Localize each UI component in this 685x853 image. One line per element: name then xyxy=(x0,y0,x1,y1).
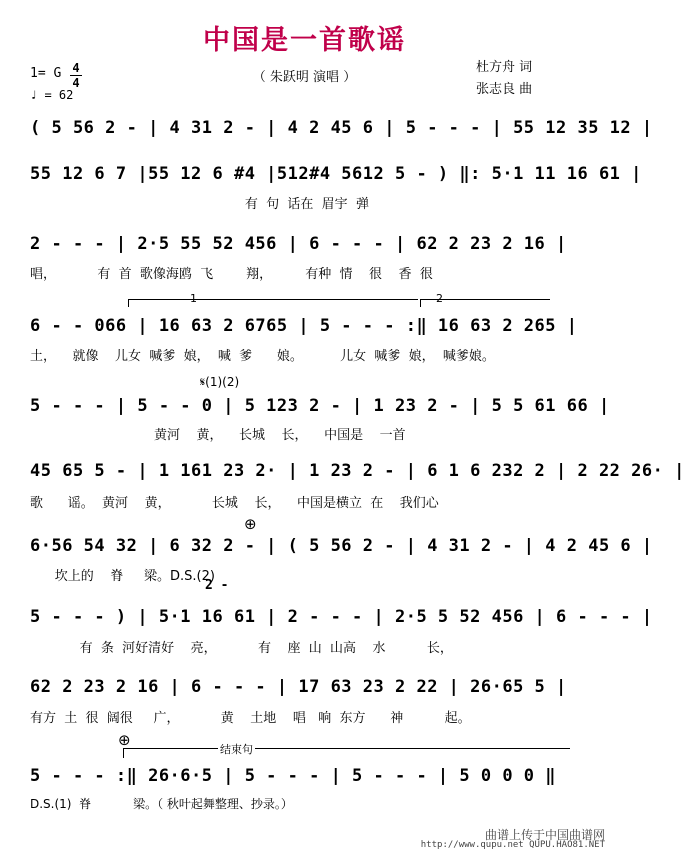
lyrics-row-6: 歌 谣。 黄河 黄， 长城 长， 中国是横立 在 我们心 xyxy=(30,496,439,511)
score-row-5: 5 - - - | 5 - - 0 | 5 123 2 - | 1 23 2 - | 5 5 61 66 | xyxy=(30,396,610,416)
lyrics-row-5: 黄河 黄， 长城 长， 中国是 一首 xyxy=(30,428,406,443)
volta-bracket-1-start xyxy=(128,299,129,307)
lyrics-row-2: 有 句 话在 眉宇 弹 xyxy=(30,197,369,212)
lyrics-row-10: D.S.(1) 脊 梁。（ 秋叶起舞整理、抄录。） xyxy=(30,797,293,811)
score-row-6: 45 65 5 - | 1 161 23 2· | 1 23 2 - | 6 1 6 232 2 | 2 22 26· | xyxy=(30,461,685,481)
volta-2-number: 2 xyxy=(436,292,443,305)
coda-icon-2: ⊕ xyxy=(118,731,131,749)
tempo-marking: ♩ = 62 xyxy=(30,88,74,102)
time-signature-top: 4 xyxy=(72,61,80,75)
second-ending-notes: 2 - xyxy=(205,578,229,593)
lyricist-credit: 杜方舟 词 xyxy=(476,60,533,75)
ending-bracket-start xyxy=(123,748,124,758)
coda-icon: ⊕ xyxy=(244,515,257,533)
time-signature-bottom: 4 xyxy=(72,76,80,90)
performer-credit: （ 朱跃明 演唱 ） xyxy=(252,70,357,85)
score-row-2: 55 12 6 7 |55 12 6 #4 |512#4 5612 5 - ) ‖: 5·1 11 16 61 | xyxy=(30,164,642,184)
song-title: 中国是一首歌谣 xyxy=(203,25,406,56)
lyrics-row-3: 唱， 有 首 歌像海鸥 飞 翔， 有种 情 很 香 很 xyxy=(30,267,433,282)
lyrics-row-4: 土， 就像 儿女 喊爹 娘， 喊 爹 娘。 儿女 喊爹 娘， 喊爹娘。 xyxy=(30,349,495,364)
lyrics-row-8: 有 条 河好清好 亮， 有 座 山 山高 水 长， xyxy=(30,641,453,656)
site-watermark: 曲谱上传于中国曲谱网 xyxy=(484,828,605,842)
volta-1-number: 1 xyxy=(190,292,197,305)
ending-label: 结束句 xyxy=(220,743,253,756)
score-row-10: 5 - - - :‖ 26·6·5 | 5 - - - | 5 - - - | 5 0 0 0 ‖ xyxy=(30,766,557,786)
volta-bracket-2-start xyxy=(420,299,421,307)
segno-marking: 𝄋(1)(2) xyxy=(200,375,240,389)
lyrics-row-7: 坎上的 脊 梁。D.S.(2) xyxy=(30,569,215,584)
score-row-7: 6·56 54 32 | 6 32 2 - | ( 5 56 2 - | 4 31 2 - | 4 2 45 6 | xyxy=(30,536,653,556)
composer-credit: 张志良 曲 xyxy=(476,82,533,97)
site-watermark-url: http://www.qupu.net QUPU.HAO81.NET xyxy=(420,840,605,850)
score-row-4: 6 - - 066 | 16 63 2 6765 | 5 - - - :‖ 16 63 2 265 | xyxy=(30,316,578,336)
score-row-8: 5 - - - ) | 5·1 16 61 | 2 - - - | 2·5 5 52 456 | 6 - - - | xyxy=(30,607,653,627)
lyrics-row-9: 有方 土 很 阔很 广， 黄 土地 唱 响 东方 神 起。 xyxy=(30,711,471,726)
score-row-1: ( 5 56 2 - | 4 31 2 - | 4 2 45 6 | 5 - - - | 55 12 35 12 | xyxy=(30,118,653,138)
time-signature xyxy=(68,62,84,89)
ending-bracket xyxy=(123,748,570,749)
key-signature: 1= G xyxy=(30,66,62,81)
volta-bracket-1 xyxy=(128,299,418,300)
score-row-3: 2 - - - | 2·5 55 52 456 | 6 - - - | 62 2 23 2 16 | xyxy=(30,234,567,254)
score-row-9: 62 2 23 2 16 | 6 - - - | 17 63 23 2 22 | 26·65 5 | xyxy=(30,677,567,697)
